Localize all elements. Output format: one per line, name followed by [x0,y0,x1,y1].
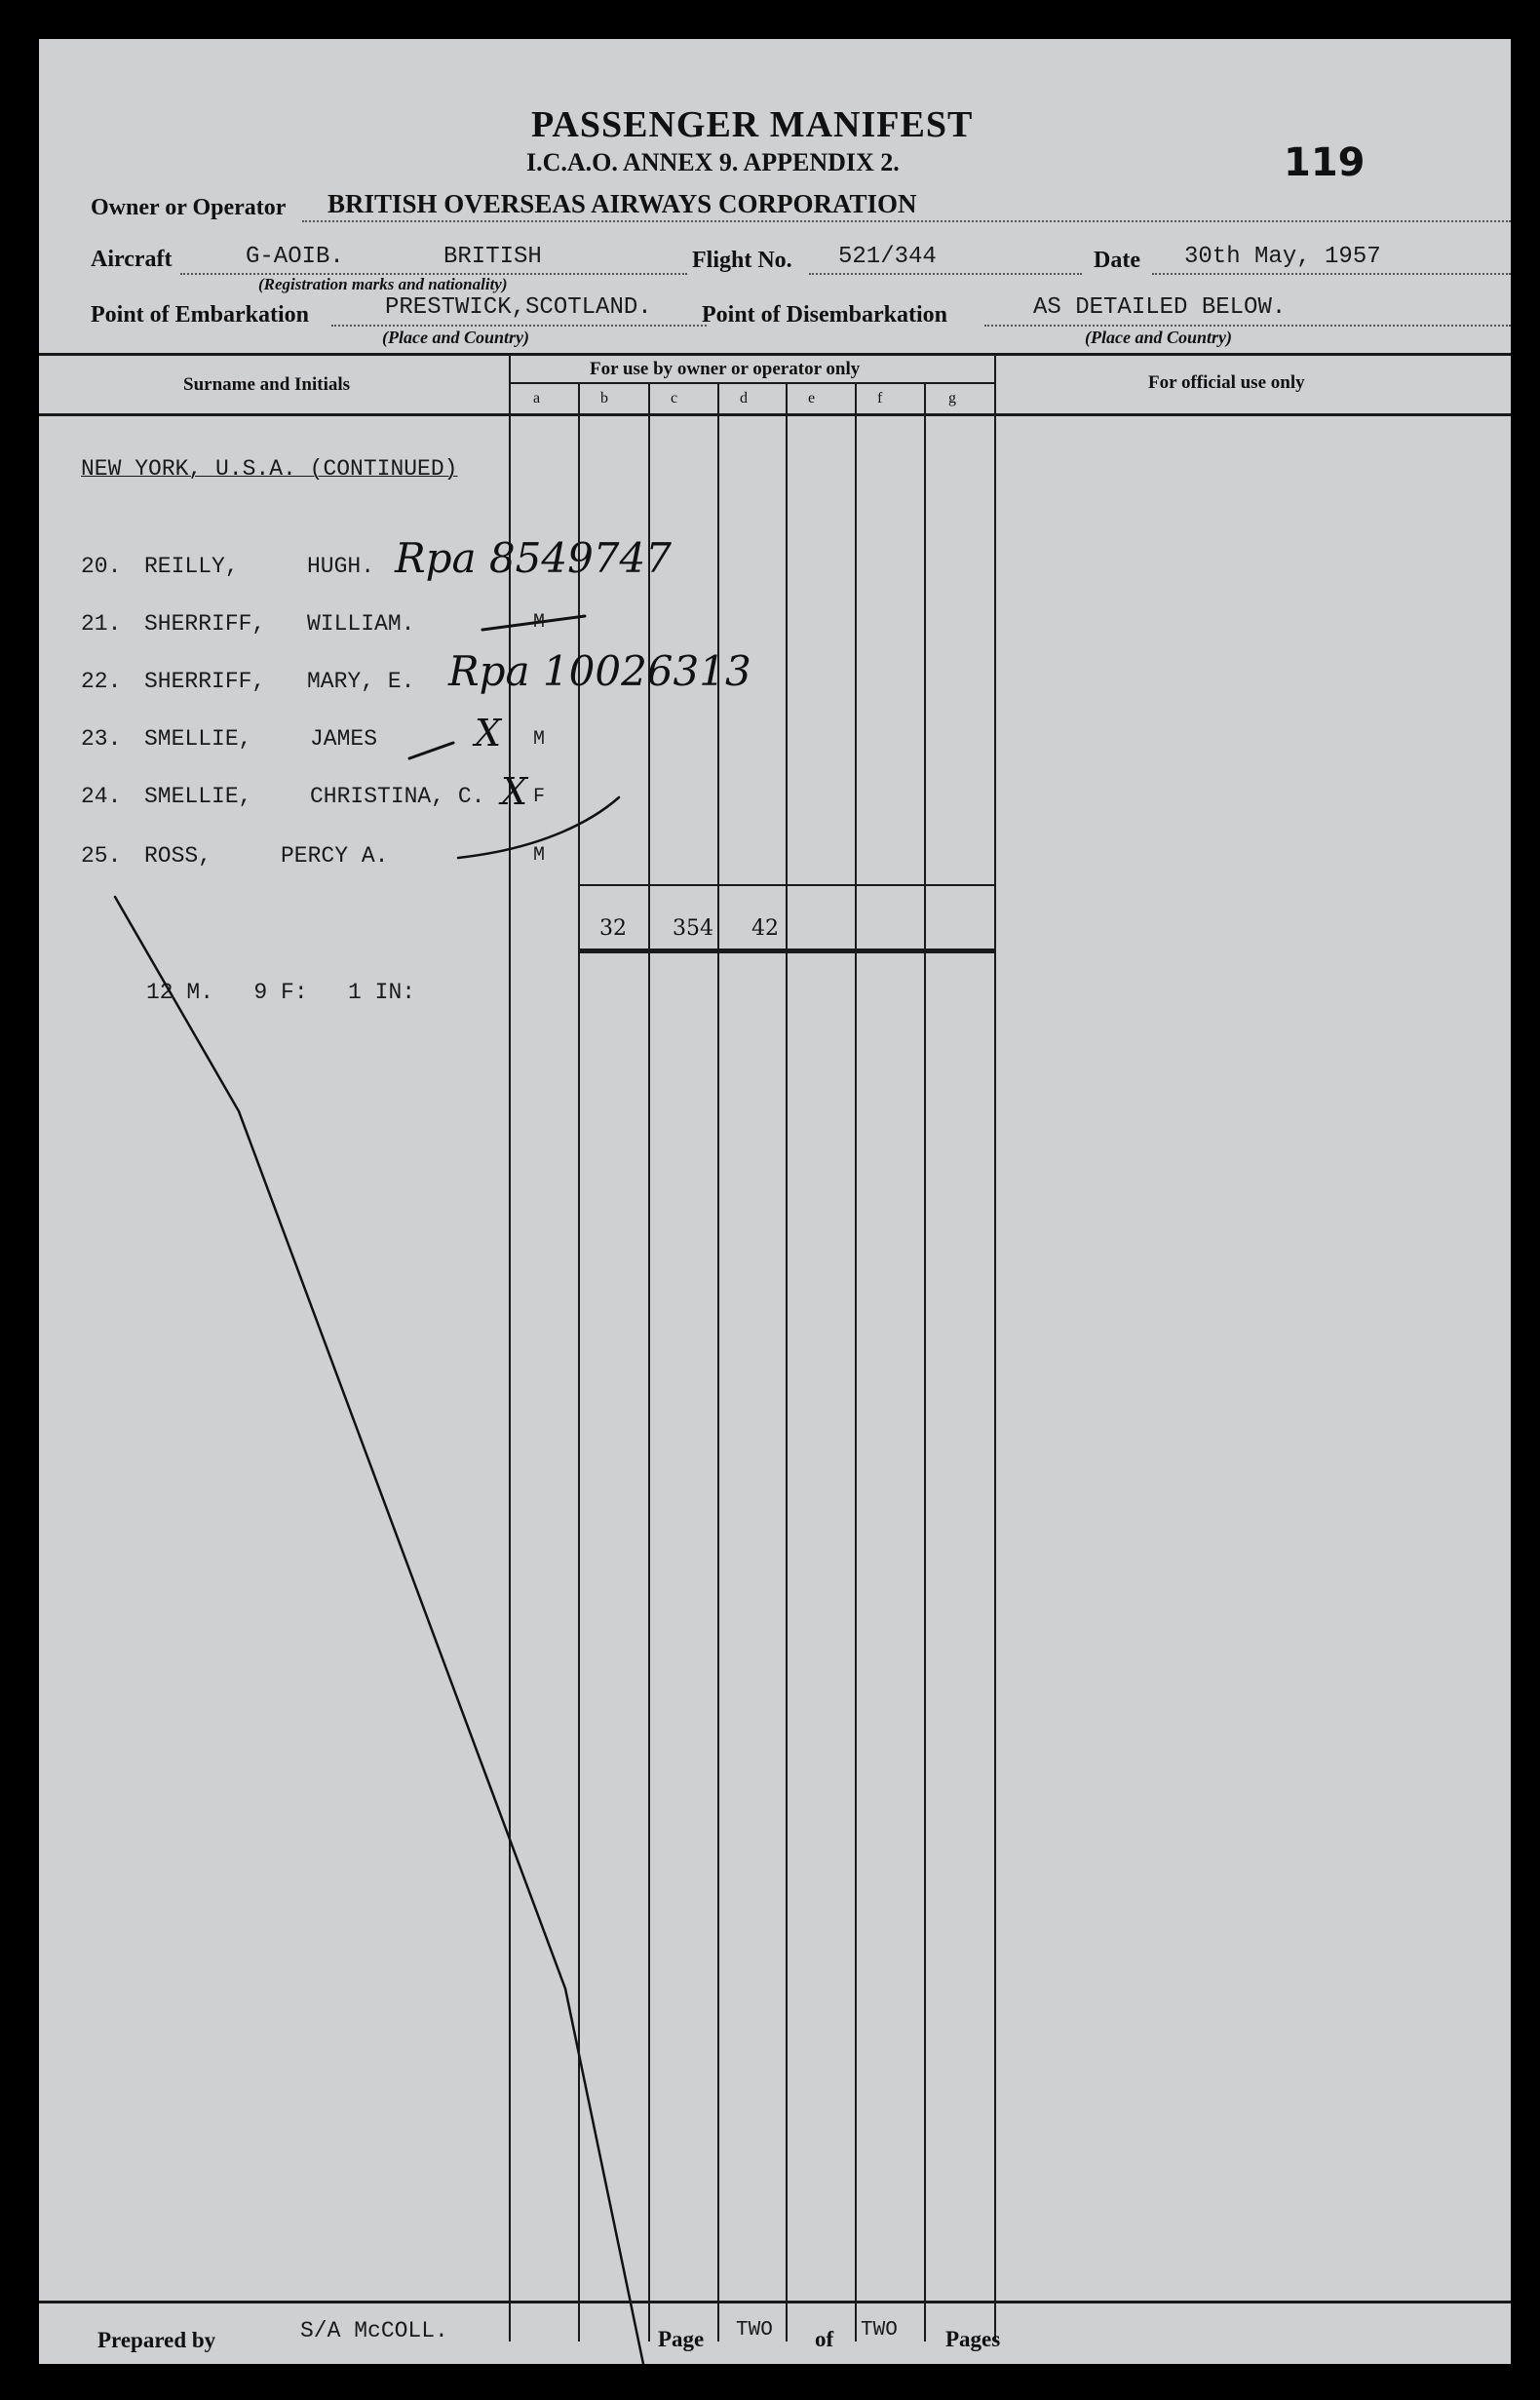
page-label: Page [658,2327,705,2351]
passenger-sex: M [533,728,546,751]
passenger-surname: SMELLIE, [144,784,252,809]
subcol-e: e [808,390,816,406]
arc-mark-christina [458,797,619,858]
disembarkation-label: Point of Disembarkation [702,302,947,328]
subcol-d: d [740,390,748,406]
of-value: TWO [861,2319,898,2342]
passenger-number: 21. [81,611,122,637]
passenger-given-name: PERCY A. [281,843,389,869]
subcol-c: c [671,390,678,406]
passenger-number: 22. [81,669,122,694]
aircraft-nationality: BRITISH [443,244,542,270]
owner-label: Owner or Operator [91,195,287,220]
page-subtitle: I.C.A.O. ANNEX 9. APPENDIX 2. [526,148,900,176]
passenger-number: 25. [81,843,122,869]
section-heading: NEW YORK, U.S.A. (CONTINUED) [81,456,458,482]
total-d: 42 [751,916,779,941]
col-official-header: For official use only [1148,372,1305,393]
passenger-annotation: X [475,712,502,755]
strike-mark-william [482,616,585,630]
passenger-annotation: X [501,770,528,813]
passenger-number: 24. [81,784,122,809]
handwritten-marks [39,39,1511,2364]
total-b: 32 [599,916,627,941]
col-operator-header: For use by owner or operator only [590,359,861,379]
passenger-number: 20. [81,554,122,579]
passenger-given-name: HUGH. [307,554,375,579]
col-surname-header: Surname and Initials [183,374,351,395]
aircraft-label: Aircraft [91,247,173,272]
flight-label: Flight No. [692,248,792,273]
prepared-by-label: Prepared by [97,2328,216,2352]
page-number: 119 [1284,140,1366,185]
passenger-annotation: Rpa 8549747 [395,534,672,582]
passenger-given-name: CHRISTINA, C. [310,784,485,809]
passenger-surname: REILLY, [144,554,239,579]
aircraft-value: G-AOIB. [246,244,344,270]
passenger-summary: 12 M. 9 F: 1 IN: [146,980,416,1005]
disembarkation-note: (Place and Country) [1085,328,1232,347]
total-c: 354 [673,916,713,941]
passenger-given-name: WILLIAM. [307,611,415,637]
prepared-by-value: S/A McCOLL. [300,2318,448,2343]
page-value: TWO [736,2319,773,2342]
passenger-given-name: JAMES [310,726,378,752]
passenger-annotation: Rpa 10026313 [448,647,751,695]
passenger-surname: SHERRIFF, [144,611,266,637]
subcol-f: f [877,390,883,406]
page-title: PASSENGER MANIFEST [531,104,974,145]
passenger-surname: ROSS, [144,843,212,869]
subcol-a: a [533,390,541,406]
passenger-sex: M [533,611,546,634]
subcol-g: g [948,390,956,406]
embarkation-note: (Place and Country) [382,328,529,347]
embarkation-label: Point of Embarkation [91,302,310,328]
check-mark-james [409,743,453,758]
manifest-sheet [39,39,1511,2364]
date-label: Date [1094,248,1140,273]
passenger-number: 23. [81,726,122,752]
passenger-sex: F [533,786,546,808]
of-label: of [815,2327,834,2351]
aircraft-note: (Registration marks and nationality) [258,275,508,293]
flight-value: 521/344 [838,244,937,270]
diagonal-cancel-line [115,897,643,2364]
owner-value: BRITISH OVERSEAS AIRWAYS CORPORATION [327,189,917,218]
passenger-surname: SHERRIFF, [144,669,266,694]
passenger-given-name: MARY, E. [307,669,415,694]
passenger-surname: SMELLIE, [144,726,252,752]
subcol-b: b [600,390,608,406]
date-value: 30th May, 1957 [1184,244,1381,270]
disembarkation-value: AS DETAILED BELOW. [1033,294,1287,321]
pages-label: Pages [945,2327,1001,2351]
passenger-sex: M [533,844,546,867]
embarkation-value: PRESTWICK,SCOTLAND. [385,294,652,321]
